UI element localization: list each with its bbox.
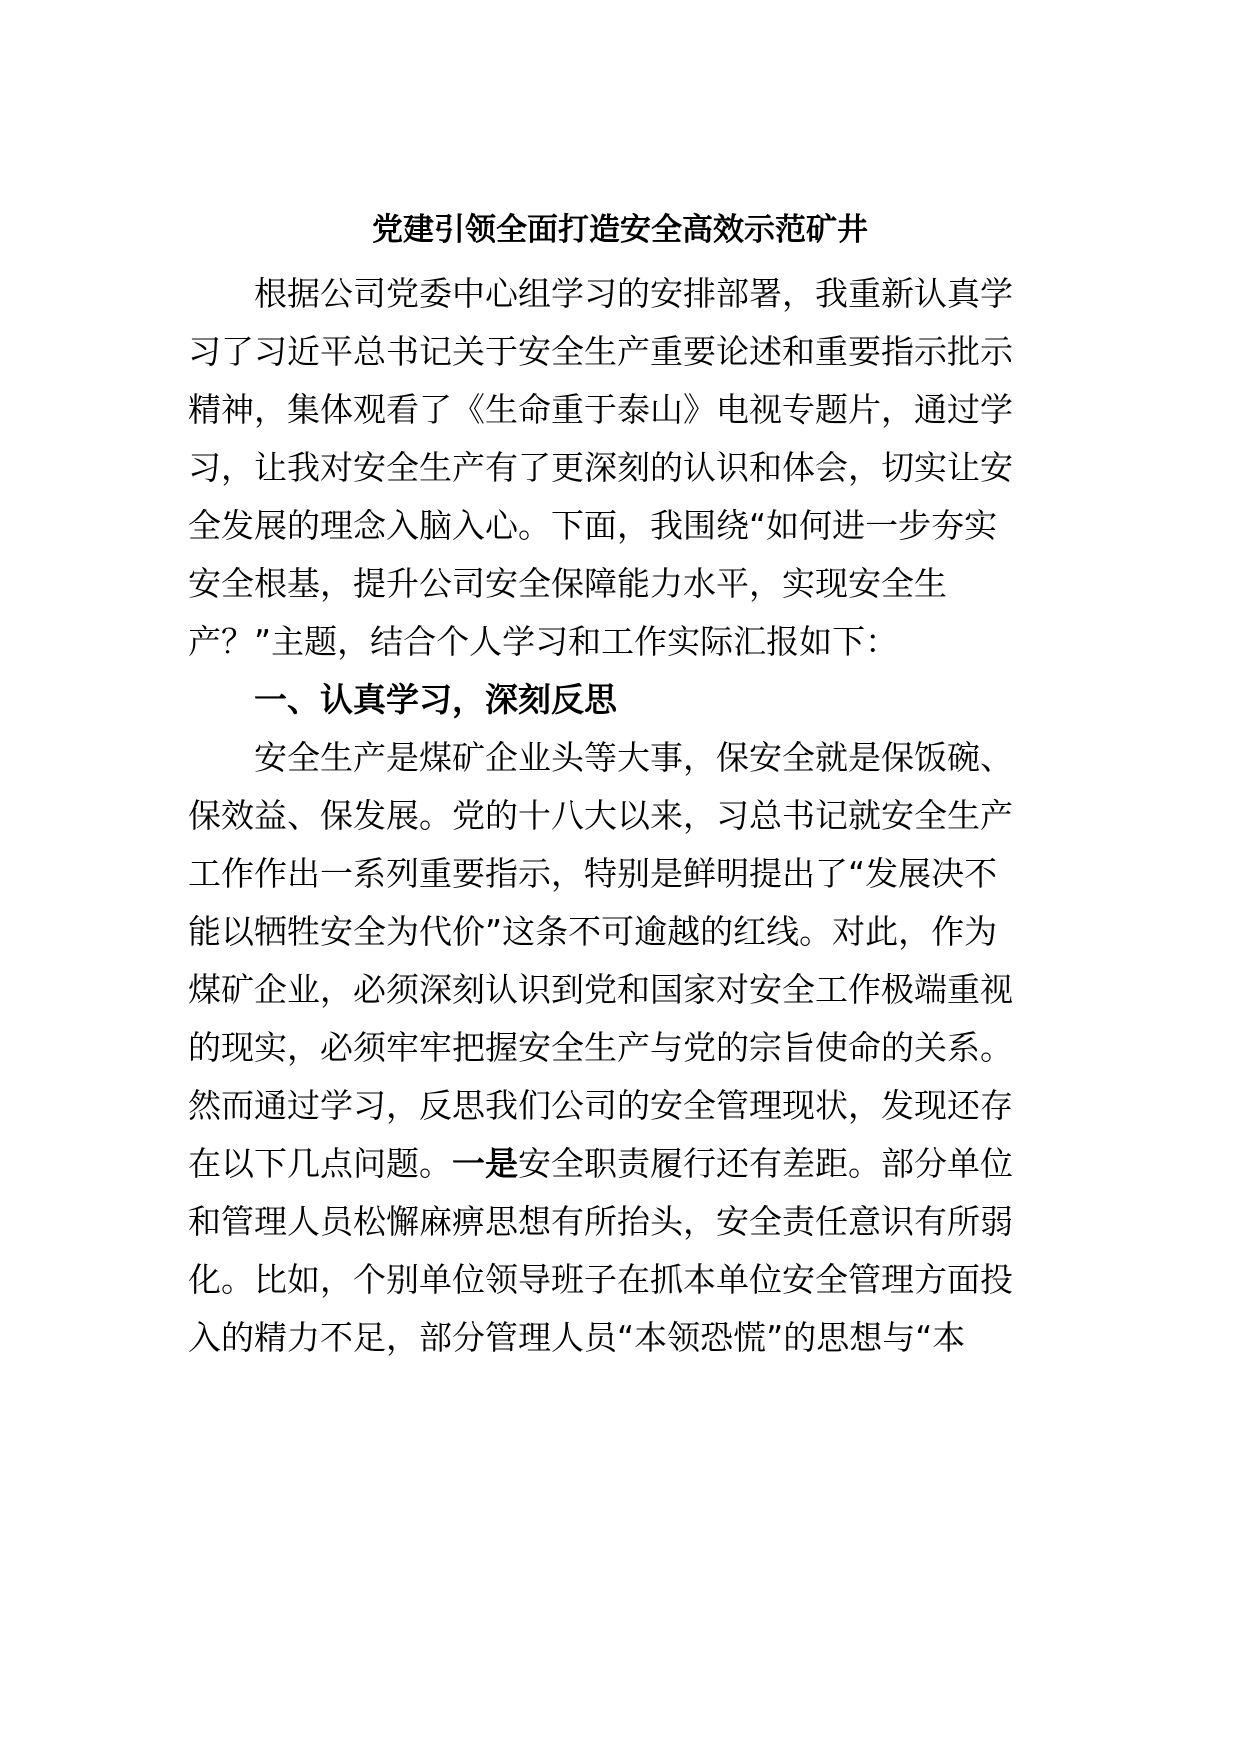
line-text: 在以下几点问题。 xyxy=(188,1144,452,1183)
paragraph-line: 产？”主题，结合个人学习和工作实际汇报如下： xyxy=(188,622,899,661)
paragraph-line: 全发展的理念入脑入心。下面，我围绕“如何进一步夯实 xyxy=(188,506,998,545)
paragraph-line: 和管理人员松懈麻痹思想有所抬头，安全责任意识有所弱 xyxy=(188,1202,1013,1241)
document-title: 党建引领全面打造安全高效示范矿井 xyxy=(372,212,868,248)
paragraph-line: 习了习近平总书记关于安全生产重要论述和重要指示批示 xyxy=(188,332,1013,371)
section-heading: 一、认真学习，深刻反思 xyxy=(254,680,617,719)
paragraph-line: 根据公司党委中心组学习的安排部署，我重新认真学 xyxy=(254,274,1013,313)
paragraph-line: 然而通过学习，反思我们公司的安全管理现状，发现还存 xyxy=(188,1086,1013,1125)
paragraph-line: 煤矿企业，必须深刻认识到党和国家对安全工作极端重视 xyxy=(188,970,1013,1009)
paragraph-line: 的现实，必须牢牢把握安全生产与党的宗旨使命的关系。 xyxy=(188,1028,1013,1067)
paragraph-line: 能以牺牲安全为代价”这条不可逾越的红线。对此，作为 xyxy=(188,912,998,951)
paragraph-line: 精神，集体观看了《生命重于泰山》电视专题片，通过学 xyxy=(188,390,1013,429)
paragraph-line: 保效益、保发展。党的十八大以来，习总书记就安全生产 xyxy=(188,796,1013,835)
paragraph-line: 工作作出一系列重要指示，特别是鲜明提出了“发展决不 xyxy=(188,854,998,893)
paragraph-line-mixed xyxy=(188,1142,1058,1186)
paragraph-line: 安全生产是煤矿企业头等大事，保安全就是保饭碗、 xyxy=(254,738,1013,777)
paragraph-line: 习，让我对安全生产有了更深刻的认识和体会，切实让安 xyxy=(188,448,1013,487)
paragraph-line: 入的精力不足，部分管理人员“本领恐慌”的思想与“本 xyxy=(188,1318,966,1357)
paragraph-line: 安全根基，提升公司安全保障能力水平，实现安全生 xyxy=(188,564,947,603)
emphasis-text: 一是 xyxy=(452,1144,518,1183)
line-text: 安全职责履行还有差距。部分单位 xyxy=(518,1144,1013,1183)
paragraph-line: 化。比如，个别单位领导班子在抓本单位安全管理方面投 xyxy=(188,1260,1013,1299)
